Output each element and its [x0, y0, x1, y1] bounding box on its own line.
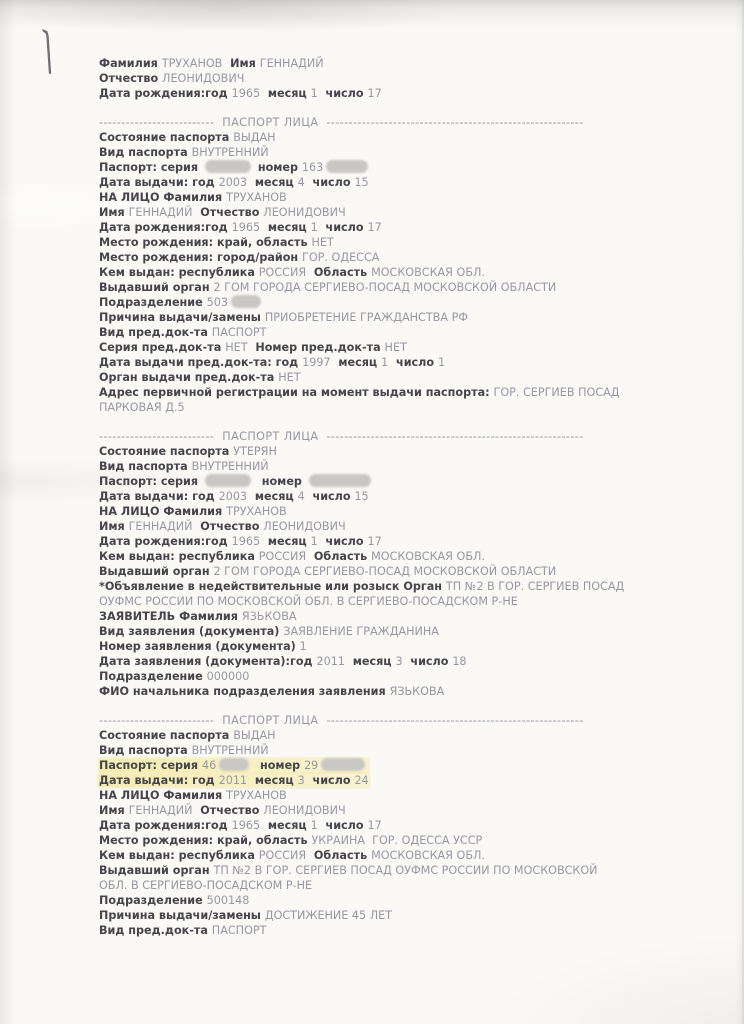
prev-doc-series-number-line: [99, 340, 719, 355]
field-value: ТРУХАНОВ: [226, 505, 287, 518]
field-value: РОССИЯ: [258, 266, 307, 279]
field-label: Причина выдачи/замены: [99, 909, 265, 922]
field-label: Подразделение: [99, 296, 207, 309]
field-label: Отчество: [192, 206, 264, 219]
field-label: месяц: [260, 221, 311, 234]
field-label: Область: [306, 849, 372, 862]
field-value: ВЫДАН: [233, 131, 276, 144]
field-label: Паспорт: серия: [99, 161, 202, 174]
field-label: месяц: [344, 655, 396, 668]
application-date-line: [99, 654, 719, 669]
passport-status-line: [99, 130, 719, 145]
field-value: ЛЕОНИДОВИЧ: [263, 804, 346, 817]
field-label: Дата выдачи: год: [99, 490, 219, 503]
field-value: 2 ГОМ ГОРОДА СЕРГИЕВО-ПОСАД МОСКОВСКОЙ ОБЛАСТИ: [213, 565, 557, 578]
field-value: 2 ГОМ ГОРОДА СЕРГИЕВО-ПОСАД МОСКОВСКОЙ ОБЛАСТИ: [213, 281, 557, 294]
field-value: МОСКОВСКАЯ ОБЛ.: [371, 849, 485, 862]
field-value: ТРУХАНОВ: [226, 789, 287, 802]
field-label: Номер пред.док-та: [247, 341, 385, 354]
field-value: 163: [301, 161, 324, 174]
field-value: ВЫДАН: [233, 729, 276, 742]
redaction-blur: [205, 160, 251, 173]
field-label: число: [304, 490, 355, 503]
field-label: месяц: [330, 356, 382, 369]
field-label: Адрес первичной регистрации на момент выдачи паспорта:: [99, 386, 494, 399]
field-value: 18: [452, 655, 467, 668]
field-label: число: [402, 655, 453, 668]
field-value: 1: [310, 221, 318, 234]
field-label: Кем выдан: республика: [99, 849, 259, 862]
field-value: ТРУХАНОВ: [161, 57, 223, 70]
field-value: РОССИЯ: [258, 849, 307, 862]
holder-birthdate-line: [99, 220, 719, 235]
field-value: 1965: [231, 819, 261, 832]
passport-type-line: [99, 145, 719, 160]
field-value: НЕТ: [384, 341, 407, 354]
field-value: ГЕННАДИЙ: [128, 206, 193, 219]
field-value: 2011: [316, 655, 345, 668]
field-value: 1965: [231, 221, 261, 234]
field-label: месяц: [260, 819, 311, 832]
issuing-authority-line: [99, 280, 719, 295]
field-value: 17: [367, 535, 382, 548]
field-value: МОСКОВСКАЯ ОБЛ.: [371, 550, 485, 563]
field-value: 1: [310, 535, 318, 548]
field-value: 1997: [302, 356, 331, 369]
field-value: ЗАЯВЛЕНИЕ ГРАЖДАНИНА: [283, 625, 439, 638]
issue-reason-line: [99, 908, 719, 923]
passport-number-line: [99, 474, 719, 489]
birthplace-region-line: [99, 235, 719, 250]
registration-address-line: [99, 385, 719, 400]
field-value: ЛЕОНИДОВИЧ: [263, 206, 346, 219]
prev-doc-issue-date-line: [99, 355, 719, 370]
field-label: Вид пред.док-та: [99, 326, 212, 339]
field-value: 1: [381, 356, 389, 369]
field-value: 1: [299, 640, 307, 653]
issuing-authority-cont-line: [99, 878, 719, 893]
field-label: Отчество: [99, 72, 163, 85]
invalidation-cont-line: [99, 594, 719, 609]
field-value: ВНУТРЕННИЙ: [191, 744, 269, 757]
field-value: ЯЗЬКОВА: [241, 610, 297, 623]
birthplace-region-line: [99, 833, 719, 848]
field-label: число: [317, 87, 368, 100]
highlighted-text: [99, 759, 368, 772]
issue-date-line: [99, 175, 719, 190]
pen-stroke-icon: [30, 22, 70, 86]
applicant-surname-line: [99, 609, 719, 624]
field-value: ПРИОБРЕТЕНИЕ ГРАЖДАНСТВА РФ: [264, 311, 468, 324]
field-value: ГОР. СЕРГИЕВ ПОСАД: [493, 386, 620, 399]
field-label: Дата рождения:год: [99, 535, 232, 548]
field-value: 3: [297, 774, 305, 787]
field-value: 29: [304, 759, 319, 772]
field-value: ЛЕОНИДОВИЧ: [162, 72, 245, 85]
field-label: Имя: [99, 206, 129, 219]
registration-address-cont-line: [99, 400, 719, 415]
field-value: 15: [354, 176, 369, 189]
field-label: Выдавший орган: [99, 565, 214, 578]
field-value: ЯЗЬКОВА: [389, 685, 445, 698]
holder-name-patronymic-line: [99, 803, 719, 818]
field-label: Подразделение: [99, 670, 207, 683]
field-value: 46: [201, 759, 217, 772]
field-value: ЛЕОНИДОВИЧ: [263, 520, 346, 533]
field-label: Вид паспорта: [99, 146, 192, 159]
field-label: Место рождения: край, область: [99, 834, 312, 847]
field-value: 000000: [206, 670, 250, 683]
field-value: МОСКОВСКАЯ ОБЛ.: [371, 266, 485, 279]
field-value: 1: [310, 87, 318, 100]
document-text: [99, 56, 719, 938]
field-label: месяц: [247, 490, 298, 503]
field-label: Фамилия: [99, 57, 162, 70]
field-value: ВНУТРЕННИЙ: [191, 146, 269, 159]
field-value: 503: [206, 296, 228, 309]
field-label: ЗАЯВИТЕЛЬ Фамилия: [99, 610, 242, 623]
field-value: ГОР. ОДЕССА: [302, 251, 380, 264]
issue-date-line: [99, 489, 719, 504]
field-value: 1: [310, 819, 318, 832]
field-label: Дата выдачи пред.док-та: год: [99, 356, 303, 369]
issuing-authority-line: [99, 564, 719, 579]
field-value: ВНУТРЕННИЙ: [191, 460, 269, 473]
field-value: НЕТ: [278, 371, 301, 384]
passport-record-2: [99, 429, 719, 699]
patronymic-line: [99, 71, 719, 86]
passport-number-line: [99, 160, 719, 175]
field-label: число: [304, 774, 355, 787]
field-label: Причина выдачи/замены: [99, 311, 265, 324]
passport-record-3: [99, 713, 719, 938]
holder-name-patronymic-line: [99, 205, 719, 220]
field-label: Состояние паспорта: [99, 131, 234, 144]
passport-type-line: [99, 743, 719, 758]
field-value: ПАСПОРТ: [211, 326, 267, 339]
field-label: месяц: [260, 87, 311, 100]
field-label: Орган выдачи пред.док-та: [99, 371, 279, 384]
birthdate-line: [99, 86, 719, 101]
field-value: ТП №2 В ГОР. СЕРГИЕВ ПОСАД ОУФМС РОССИИ ПО МОСКОВСКОЙ: [213, 864, 598, 877]
field-value: РОССИЯ: [258, 550, 307, 563]
field-label: Место рождения: край, область: [99, 236, 312, 249]
redaction-blur: [326, 160, 368, 173]
field-label: Область: [306, 266, 372, 279]
redaction-blur: [321, 758, 365, 771]
field-label: Состояние паспорта: [99, 729, 234, 742]
field-value: 17: [367, 87, 382, 100]
field-value: НЕТ: [311, 236, 334, 249]
field-label: Подразделение: [99, 894, 207, 907]
issue-reason-line: [99, 310, 719, 325]
field-label: Паспорт: серия: [99, 475, 202, 488]
field-label: номер: [253, 161, 302, 174]
surname-givenname-line: [99, 56, 719, 71]
field-label: Дата заявления (документа):год: [99, 655, 317, 668]
birthplace-city-line: [99, 250, 719, 265]
field-label: Вид паспорта: [99, 460, 192, 473]
field-value: УТЕРЯН: [233, 445, 277, 458]
subdivision-line: [99, 295, 719, 310]
field-label: Имя: [99, 520, 129, 533]
field-label: Паспорт: серия: [99, 759, 202, 772]
field-label: Отчество: [192, 804, 264, 817]
field-label: Дата рождения:год: [99, 87, 232, 100]
field-value: 2003: [218, 490, 248, 503]
field-value: 15: [354, 490, 369, 503]
field-label: Кем выдан: республика: [99, 266, 259, 279]
passport-record-1: [99, 115, 719, 415]
application-subdivision-line: [99, 669, 719, 684]
issuer-republic-region-line: [99, 549, 719, 564]
field-value: 24: [354, 774, 369, 787]
field-label: Номер заявления (документа): [99, 640, 300, 653]
holder-surname-line: [99, 504, 719, 519]
person-header: [99, 56, 719, 101]
holder-surname-line: [99, 788, 719, 803]
field-label: число: [317, 535, 368, 548]
field-label: Вид пред.док-та: [99, 924, 212, 937]
field-value: 17: [367, 819, 382, 832]
field-value: 1965: [231, 87, 261, 100]
field-label: Выдавший орган: [99, 281, 214, 294]
field-value: 17: [367, 221, 382, 234]
field-label: Вид заявления (документа): [99, 625, 284, 638]
field-label: номер: [252, 759, 305, 772]
field-value: 2003: [218, 176, 248, 189]
passport-status-line: [99, 444, 719, 459]
application-number-line: [99, 639, 719, 654]
holder-birthdate-line: [99, 818, 719, 833]
passport-type-line: [99, 459, 719, 474]
field-label: Серия пред.док-та: [99, 341, 226, 354]
field-value: ГЕННАДИЙ: [259, 57, 324, 70]
issuer-republic-region-line: [99, 848, 719, 863]
field-value: ГЕННАДИЙ: [128, 520, 193, 533]
field-label: *Объявление в недействительные или розыск Орган: [99, 580, 446, 593]
field-label: Место рождения: город/район: [99, 251, 303, 264]
prev-doc-type-line: [99, 325, 719, 340]
section-separator: -------------------------- ПАСПОРТ ЛИЦА ----------------------------------------------------------: [99, 714, 584, 727]
field-value: ОБЛ. В СЕРГИЕВО-ПОСАДСКОМ Р-НЕ: [99, 879, 313, 892]
field-value: ОУФМС РОССИИ ПО МОСКОВСКОЙ ОБЛ. В СЕРГИЕВО-ПОСАДСКОМ Р-НЕ: [99, 595, 518, 608]
field-label: число: [317, 819, 368, 832]
subdivision-line: [99, 893, 719, 908]
field-label: Дата рождения:год: [99, 819, 232, 832]
prev-doc-type-line: [99, 923, 719, 938]
field-label: номер: [253, 475, 306, 488]
field-value: 2011: [218, 774, 248, 787]
field-label: Дата рождения:год: [99, 221, 232, 234]
holder-surname-line: [99, 190, 719, 205]
field-value: ПАСПОРТ: [211, 924, 267, 937]
invalidation-line: [99, 579, 719, 594]
field-label: Имя: [222, 57, 260, 70]
field-value: 4: [297, 176, 305, 189]
field-value: ПАРКОВАЯ Д.5: [99, 401, 185, 414]
passport-status-line: [99, 728, 719, 743]
redaction-blur: [219, 758, 249, 771]
field-label: Дата выдачи: год: [99, 774, 219, 787]
field-label: число: [304, 176, 355, 189]
field-value: ТРУХАНОВ: [226, 191, 287, 204]
field-label: НА ЛИЦО Фамилия: [99, 505, 227, 518]
field-label: ФИО начальника подразделения заявления: [99, 685, 390, 698]
section-separator: -------------------------- ПАСПОРТ ЛИЦА ----------------------------------------------------------: [99, 116, 584, 129]
field-value: ТП №2 В ГОР. СЕРГИЕВ ПОСАД: [445, 580, 625, 593]
field-label: месяц: [247, 176, 298, 189]
field-label: месяц: [260, 535, 311, 548]
issuing-authority-line: [99, 863, 719, 878]
issue-date-line: [99, 773, 719, 788]
holder-birthdate-line: [99, 534, 719, 549]
application-type-line: [99, 624, 719, 639]
redaction-blur: [309, 474, 371, 487]
field-label: число: [317, 221, 368, 234]
field-value: ГЕННАДИЙ: [128, 804, 193, 817]
application-head-line: [99, 684, 719, 699]
field-value: НЕТ: [225, 341, 248, 354]
highlighted-text: [99, 774, 369, 787]
field-label: число: [388, 356, 438, 369]
field-label: Кем выдан: республика: [99, 550, 259, 563]
field-value: ДОСТИЖЕНИЕ 45 ЛЕТ: [264, 909, 393, 922]
redaction-blur: [205, 474, 251, 487]
field-label: Область: [306, 550, 372, 563]
field-value: УКРАИНА ГОР. ОДЕССА УССР: [311, 834, 483, 847]
field-label: Вид паспорта: [99, 744, 192, 757]
passport-number-line: [99, 758, 719, 773]
field-label: Выдавший орган: [99, 864, 214, 877]
field-label: Дата выдачи: год: [99, 176, 219, 189]
issuer-republic-region-line: [99, 265, 719, 280]
field-value: 4: [297, 490, 305, 503]
holder-name-patronymic-line: [99, 519, 719, 534]
field-value: 1: [437, 356, 446, 369]
field-value: 500148: [206, 894, 250, 907]
field-label: НА ЛИЦО Фамилия: [99, 789, 227, 802]
field-label: НА ЛИЦО Фамилия: [99, 191, 227, 204]
field-label: месяц: [247, 774, 298, 787]
field-value: 3: [395, 655, 403, 668]
prev-doc-authority-line: [99, 370, 719, 385]
field-label: Отчество: [192, 520, 264, 533]
section-separator: -------------------------- ПАСПОРТ ЛИЦА ----------------------------------------------------------: [99, 430, 584, 443]
field-value: 1965: [231, 535, 261, 548]
redaction-blur: [231, 295, 261, 308]
field-label: Состояние паспорта: [99, 445, 234, 458]
field-label: Имя: [99, 804, 129, 817]
